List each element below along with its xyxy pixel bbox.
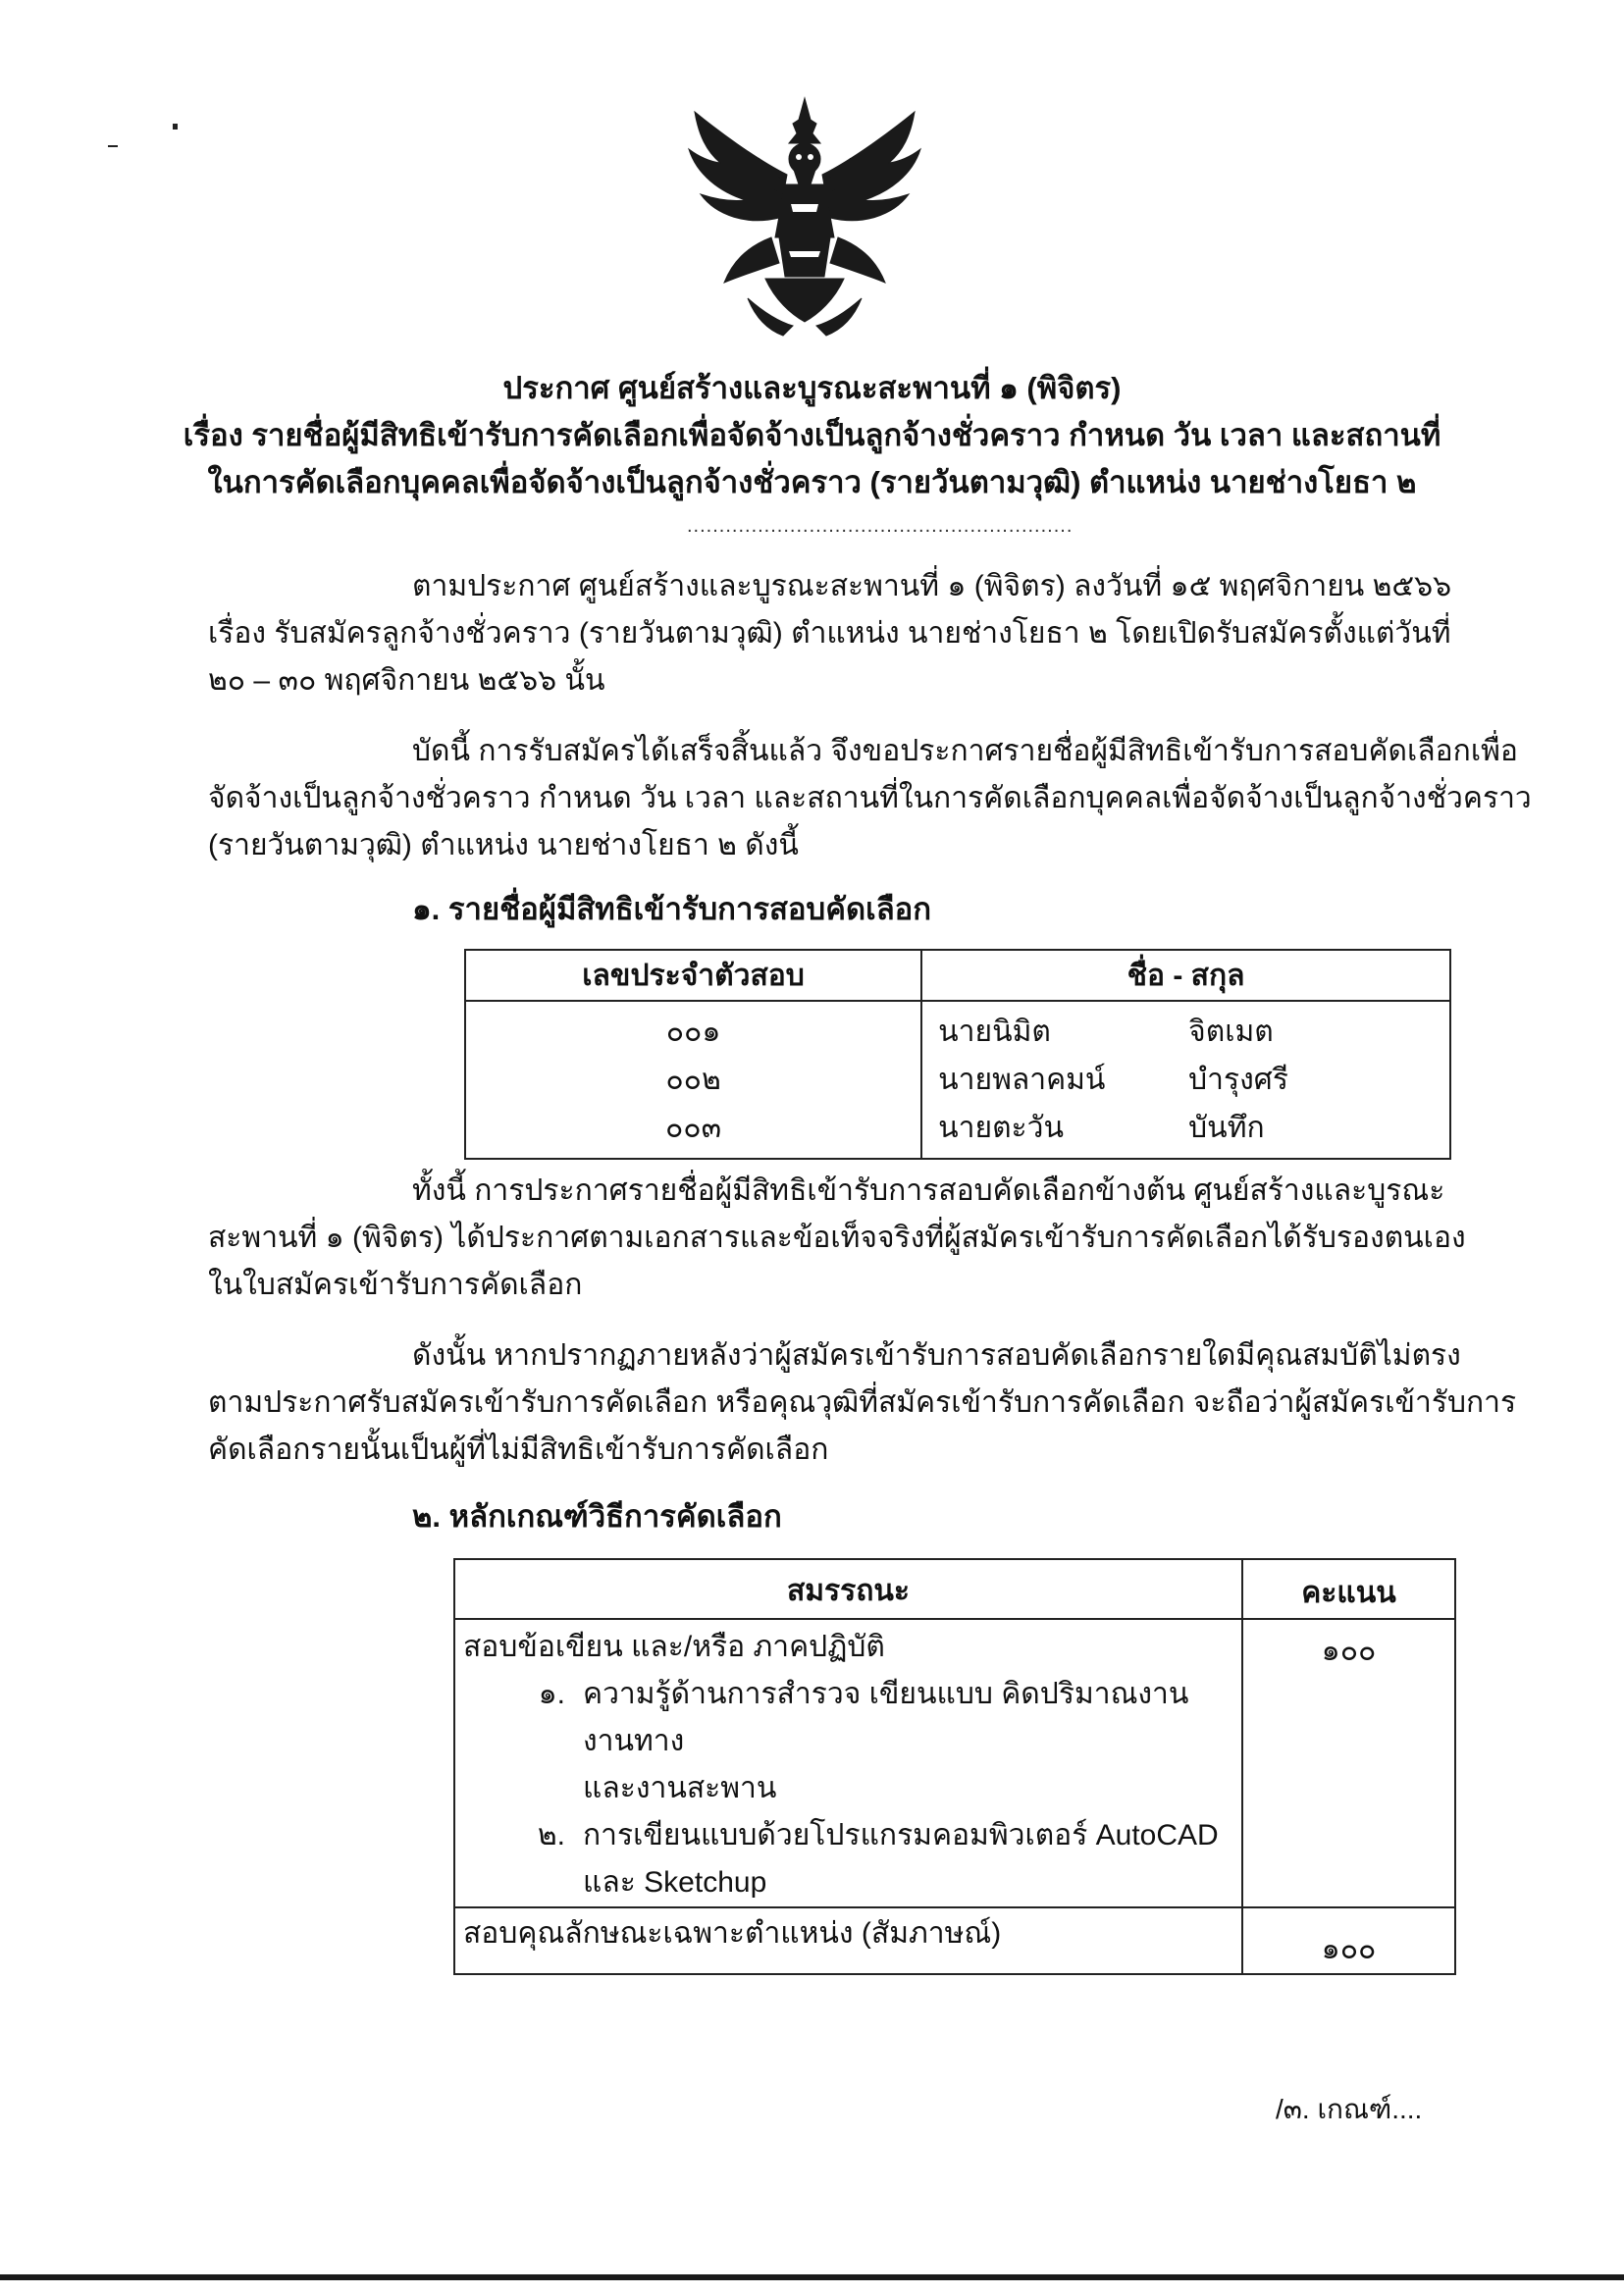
table-row (454, 1619, 1455, 1907)
first-name: นายตะวัน (938, 1112, 1065, 1144)
garuda-emblem-icon (677, 90, 932, 345)
last-name: บำรุงศรี (1188, 1064, 1288, 1096)
criteria-item (463, 1671, 1233, 1812)
first-name: นายพลาคมน์ (938, 1064, 1106, 1096)
criteria-item (463, 1812, 1233, 1906)
section-2-heading: ๒. หลักเกณฑ์วิธีการคัดเลือก (412, 1499, 782, 1534)
table-row (465, 1104, 1450, 1159)
criteria-written-exam: สอบข้อเขียน และ/หรือ ภาคปฏิบัติ (463, 1631, 885, 1663)
table-row (465, 1056, 1450, 1104)
title-line-1: ประกาศ ศูนย์สร้างและบูรณะสะพานที่ ๑ (พิจิตร) (502, 371, 1122, 405)
section-1-heading: ๑. รายชื่อผู้มีสิทธิเข้ารับการสอบคัดเลือก (412, 892, 932, 926)
table-row (465, 1001, 1450, 1056)
announcement-title (118, 365, 1506, 506)
paragraph-line: จัดจ้างเป็นลูกจ้างชั่วคราว กำหนด วัน เวลา และสถานที่ในการคัดเลือกบุคคลเพื่อจัดจ้างเป็นลูกจ้างชั่วคราว (208, 782, 1532, 814)
paragraph-line: (รายวันตามวุฒิ) ตำแหน่ง นายช่างโยธา ๒ ดังนี้ (208, 829, 799, 861)
item-text (583, 1671, 1233, 1812)
first-name: นายนิมิต (938, 1016, 1051, 1048)
exam-id-cell: ๐๐๒ (465, 1056, 921, 1104)
name-cell (921, 1001, 1450, 1056)
column-header-competency: สมรรถนะ (454, 1559, 1242, 1619)
paragraph-reference (208, 563, 1454, 704)
page-continuation: /๓. เกณฑ์.... (1276, 2094, 1423, 2124)
column-header-full-name: ชื่อ - สกุล (921, 950, 1450, 1001)
paragraph-announcement (208, 728, 1532, 869)
paragraph-line: ๒๐ – ๓๐ พฤศจิกายน ๒๕๖๖ นั้น (208, 664, 605, 697)
last-name: จิตเมต (1188, 1016, 1274, 1048)
scan-edge-line (0, 2274, 1624, 2280)
paragraph-line: คัดเลือกรายนั้นเป็นผู้ที่ไม่มีสิทธิเข้ารับการคัดเลือก (208, 1434, 829, 1466)
paragraph-line: ดังนั้น หากปรากฏภายหลังว่าผู้สมัครเข้ารับการสอบคัดเลือกรายใดมีคุณสมบัติไม่ตรง (412, 1339, 1461, 1372)
paragraph-line: สะพานที่ ๑ (พิจิตร) ได้ประกาศตามเอกสารและข้อเท็จจริงที่ผู้สมัครเข้ารับการคัดเลือกได้รับรองตนเอง (208, 1222, 1466, 1254)
scan-speck (173, 124, 178, 130)
title-line-2: เรื่อง รายชื่อผู้มีสิทธิเข้ารับการคัดเลือกเพื่อจัดจ้างเป็นลูกจ้างชั่วคราว กำหนด วัน เวลา และสถานที่ (183, 418, 1441, 452)
paragraph-certification (208, 1168, 1466, 1309)
paragraph-line: ตามประกาศรับสมัครเข้ารับการคัดเลือก หรือคุณวุฒิที่สมัครเข้ารับการคัดเลือก จะถือว่าผู้สมัครเข้ารับการ (208, 1386, 1517, 1419)
separator-dots: ............................................................ (687, 515, 1074, 537)
item-text-line: และงานสะพาน (583, 1772, 777, 1804)
name-cell (921, 1056, 1450, 1104)
name-cell (921, 1104, 1450, 1159)
paragraph-line: เรื่อง รับสมัครลูกจ้างชั่วคราว (รายวันตามวุฒิ) ตำแหน่ง นายช่างโยธา ๒ โดยเปิดรับสมัครตั้งแต่วันที่ (208, 617, 1451, 650)
item-text-line: ความรู้ด้านการสำรวจ เขียนแบบ คิดปริมาณงาน งานทาง (583, 1678, 1189, 1757)
exam-id-cell: ๐๐๑ (465, 1001, 921, 1056)
criteria-interview: สอบคุณลักษณะเฉพาะตำแหน่ง (สัมภาษณ์) (454, 1907, 1242, 1974)
competency-cell (454, 1619, 1242, 1907)
scan-speck (108, 145, 118, 147)
table-row (454, 1907, 1455, 1974)
paragraph-disqualification (208, 1332, 1517, 1474)
candidates-table (464, 949, 1451, 1160)
item-text-line: การเขียนแบบด้วยโปรแกรมคอมพิวเตอร์ AutoCAD (583, 1819, 1219, 1851)
title-line-3: ในการคัดเลือกบุคคลเพื่อจัดจ้างเป็นลูกจ้างชั่วคราว (รายวันตามวุฒิ) ตำแหน่ง นายช่างโยธา ๒ (207, 465, 1417, 499)
paragraph-line: ทั้งนี้ การประกาศรายชื่อผู้มีสิทธิเข้ารับการสอบคัดเลือกข้างต้น ศูนย์สร้างและบูรณะ (412, 1174, 1445, 1207)
paragraph-line: ตามประกาศ ศูนย์สร้างและบูรณะสะพานที่ ๑ (พิจิตร) ลงวันที่ ๑๕ พฤศจิกายน ๒๕๖๖ (412, 570, 1452, 602)
paragraph-line: บัดนี้ การรับสมัครได้เสร็จสิ้นแล้ว จึงขอประกาศรายชื่อผู้มีสิทธิเข้ารับการสอบคัดเลือกเพื่อ (412, 735, 1518, 767)
score-cell: ๑๐๐ (1242, 1907, 1455, 1974)
item-text-line: และ Sketchup (583, 1866, 767, 1899)
column-header-score: คะแนน (1242, 1559, 1455, 1619)
column-header-exam-id: เลขประจำตัวสอบ (465, 950, 921, 1001)
score-cell: ๑๐๐ (1242, 1619, 1455, 1907)
item-number: ๒. (537, 1819, 565, 1851)
paragraph-line: ในใบสมัครเข้ารับการคัดเลือก (208, 1269, 583, 1301)
item-text (583, 1812, 1233, 1906)
last-name: บันทึก (1188, 1112, 1265, 1144)
exam-id-cell: ๐๐๓ (465, 1104, 921, 1159)
criteria-table (453, 1558, 1456, 1975)
item-number: ๑. (538, 1678, 565, 1710)
